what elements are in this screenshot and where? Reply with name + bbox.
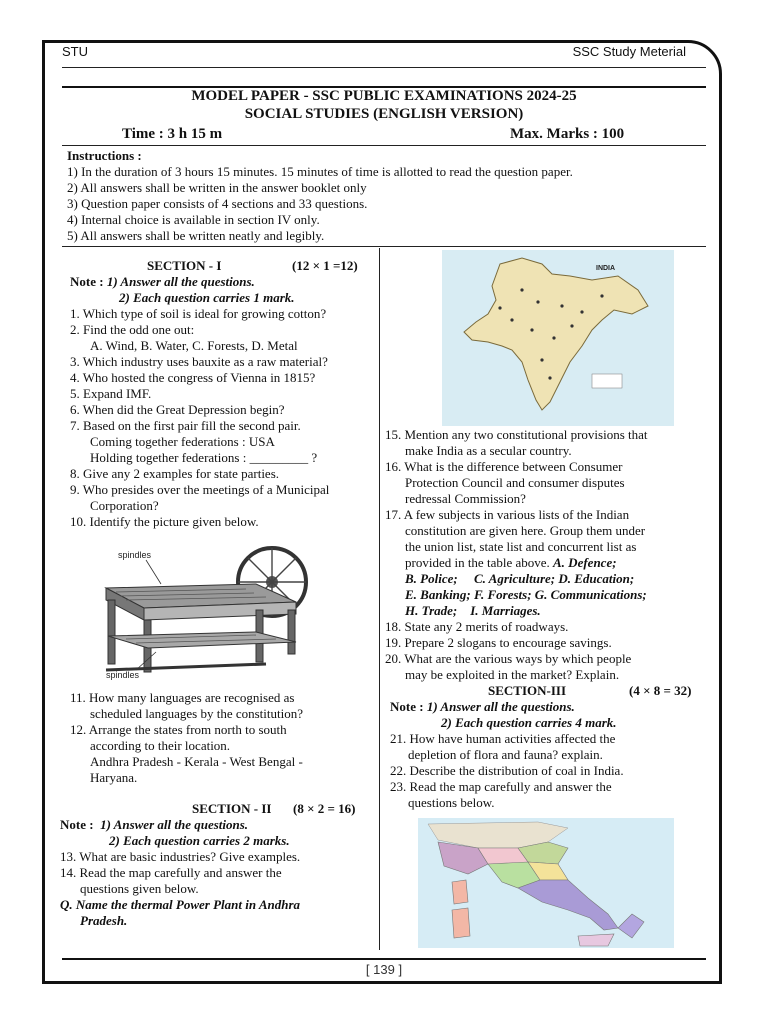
- question: 22. Describe the distribution of coal in India.: [390, 763, 624, 778]
- list-option: H. Trade; I. Marriages.: [405, 603, 541, 618]
- figure-label-top: spindles: [118, 550, 152, 560]
- divider: [62, 145, 706, 146]
- header-left: STU: [62, 44, 88, 59]
- question-line: Coming together federations : USA: [90, 434, 275, 449]
- question-line: Haryana.: [90, 770, 138, 785]
- note-label: Note :: [390, 699, 424, 714]
- question: 19. Prepare 2 slogans to encourage savings.: [385, 635, 612, 650]
- instruction-item: 5) All answers shall be written neatly and legibly.: [67, 228, 325, 243]
- question-line: redressal Commission?: [405, 491, 526, 506]
- spinning-wheel-image: [96, 544, 326, 684]
- instruction-item: 4) Internal choice is available in section IV only.: [67, 212, 320, 227]
- left-column: [70, 258, 375, 530]
- question-line: the union list, state list and concurrent list as: [405, 539, 637, 554]
- right-column: [385, 427, 705, 811]
- question-line: Holding together federations : _________ ?: [90, 450, 318, 465]
- divider: [62, 958, 706, 960]
- note-item: 2) Each question carries 2 marks.: [109, 833, 290, 848]
- question: 8. Give any 2 examples for state parties.: [70, 466, 280, 481]
- question: 5. Expand IMF.: [70, 386, 152, 401]
- question-line: Corporation?: [90, 498, 159, 513]
- question: 21. How have human activities affected the: [390, 731, 616, 746]
- list-option: A. Defence;: [553, 555, 617, 570]
- note-item: 1) Answer all the questions.: [106, 274, 255, 289]
- note-label: Note :: [70, 274, 104, 289]
- list-option: E. Banking; F. Forests; G. Communications;: [405, 587, 647, 602]
- question: 4. Who hosted the congress of Vienna in 1815?: [70, 370, 316, 385]
- note-item: 1) Answer all the questions.: [426, 699, 575, 714]
- instructions-heading: Instructions :: [67, 148, 142, 163]
- question: 23. Read the map carefully and answer the: [390, 779, 612, 794]
- question-line: Protection Council and consumer disputes: [405, 475, 625, 490]
- spinning-wheel-figure: [96, 544, 326, 684]
- question-line: make India as a secular country.: [405, 443, 572, 458]
- map-title: INDIA: [596, 265, 616, 272]
- question: 9. Who presides over the meetings of a Municipal: [70, 482, 330, 497]
- question-line: questions given below.: [80, 881, 199, 896]
- note-item: 2) Each question carries 4 mark.: [441, 715, 617, 730]
- time-label: Time : 3 h 15 m: [122, 126, 223, 142]
- instruction-item: 2) All answers shall be written in the answer booklet only: [67, 180, 367, 195]
- section-3-marks: (4 × 8 = 32): [629, 683, 692, 698]
- paper-title: MODEL PAPER - SSC PUBLIC EXAMINATIONS 2024-25: [191, 88, 577, 104]
- sub-question: Q. Name the thermal Power Plant in Andhra: [60, 897, 301, 912]
- italy-map: [418, 818, 674, 948]
- section-2-heading: SECTION - II: [192, 801, 272, 816]
- left-column-lower: [70, 690, 375, 786]
- india-map: [442, 250, 674, 426]
- question-options: A. Wind, B. Water, C. Forests, D. Metal: [90, 338, 298, 353]
- question: 18. State any 2 merits of roadways.: [385, 619, 569, 634]
- note-item: 2) Each question carries 1 mark.: [119, 290, 295, 305]
- instructions: [67, 148, 697, 244]
- sub-question: Pradesh.: [80, 913, 128, 928]
- section-1-marks: (12 × 1 =12): [292, 258, 358, 273]
- question: 16. What is the difference between Consumer: [385, 459, 623, 474]
- section-1-heading: SECTION - I: [147, 258, 222, 273]
- india-map-figure: [442, 250, 674, 426]
- section-2-marks: (8 × 2 = 16): [293, 801, 356, 816]
- question: 20. What are the various ways by which people: [385, 651, 632, 666]
- question: 3. Which industry uses bauxite as a raw material?: [70, 354, 328, 369]
- note-label: Note :: [60, 817, 94, 832]
- question-line: depletion of flora and fauna? explain.: [408, 747, 603, 762]
- divider: [62, 67, 706, 68]
- question-line: according to their location.: [90, 738, 231, 753]
- question: 17. A few subjects in various lists of the Indian: [385, 507, 630, 522]
- question-line: Andhra Pradesh - Kerala - West Bengal -: [90, 754, 303, 769]
- question-line: provided in the table above.: [405, 555, 550, 570]
- question: 11. How many languages are recognised as: [70, 690, 295, 705]
- list-option: B. Police; C. Agriculture; D. Education;: [405, 571, 635, 586]
- page-number: [ 139 ]: [365, 962, 403, 977]
- question: 6. When did the Great Depression begin?: [70, 402, 285, 417]
- question: 1. Which type of soil is ideal for growing cotton?: [70, 306, 327, 321]
- question-line: constitution are given here. Group them under: [405, 523, 646, 538]
- question-line: may be exploited in the market? Explain.: [405, 667, 620, 682]
- section-3-heading: SECTION-III: [488, 683, 567, 698]
- figure-label-bottom: spindles: [106, 670, 140, 680]
- section-2: [60, 801, 378, 929]
- question: 15. Mention any two constitutional provisions that: [385, 427, 648, 442]
- question: 14. Read the map carefully and answer the: [60, 865, 282, 880]
- question: 2. Find the odd one out:: [70, 322, 195, 337]
- question: 10. Identify the picture given below.: [70, 514, 259, 529]
- divider: [62, 246, 706, 247]
- question-line: questions below.: [408, 795, 495, 810]
- note-item: 1) Answer all the questions.: [100, 817, 249, 832]
- question: 13. What are basic industries? Give examples.: [60, 849, 301, 864]
- header-right: SSC Study Meterial: [572, 44, 686, 59]
- max-marks: Max. Marks : 100: [510, 126, 625, 142]
- paper-subtitle: SOCIAL STUDIES (ENGLISH VERSION): [244, 106, 524, 122]
- italy-map-figure: [418, 818, 674, 948]
- question: 12. Arrange the states from north to south: [70, 722, 287, 737]
- instruction-item: 1) In the duration of 3 hours 15 minutes. 15 minutes of time is allotted to read the question paper.: [67, 164, 573, 179]
- question: 7. Based on the first pair fill the second pair.: [70, 418, 301, 433]
- question-line: scheduled languages by the constitution?: [90, 706, 304, 721]
- column-divider: [379, 248, 380, 950]
- instruction-item: 3) Question paper consists of 4 sections and 33 questions.: [67, 196, 368, 211]
